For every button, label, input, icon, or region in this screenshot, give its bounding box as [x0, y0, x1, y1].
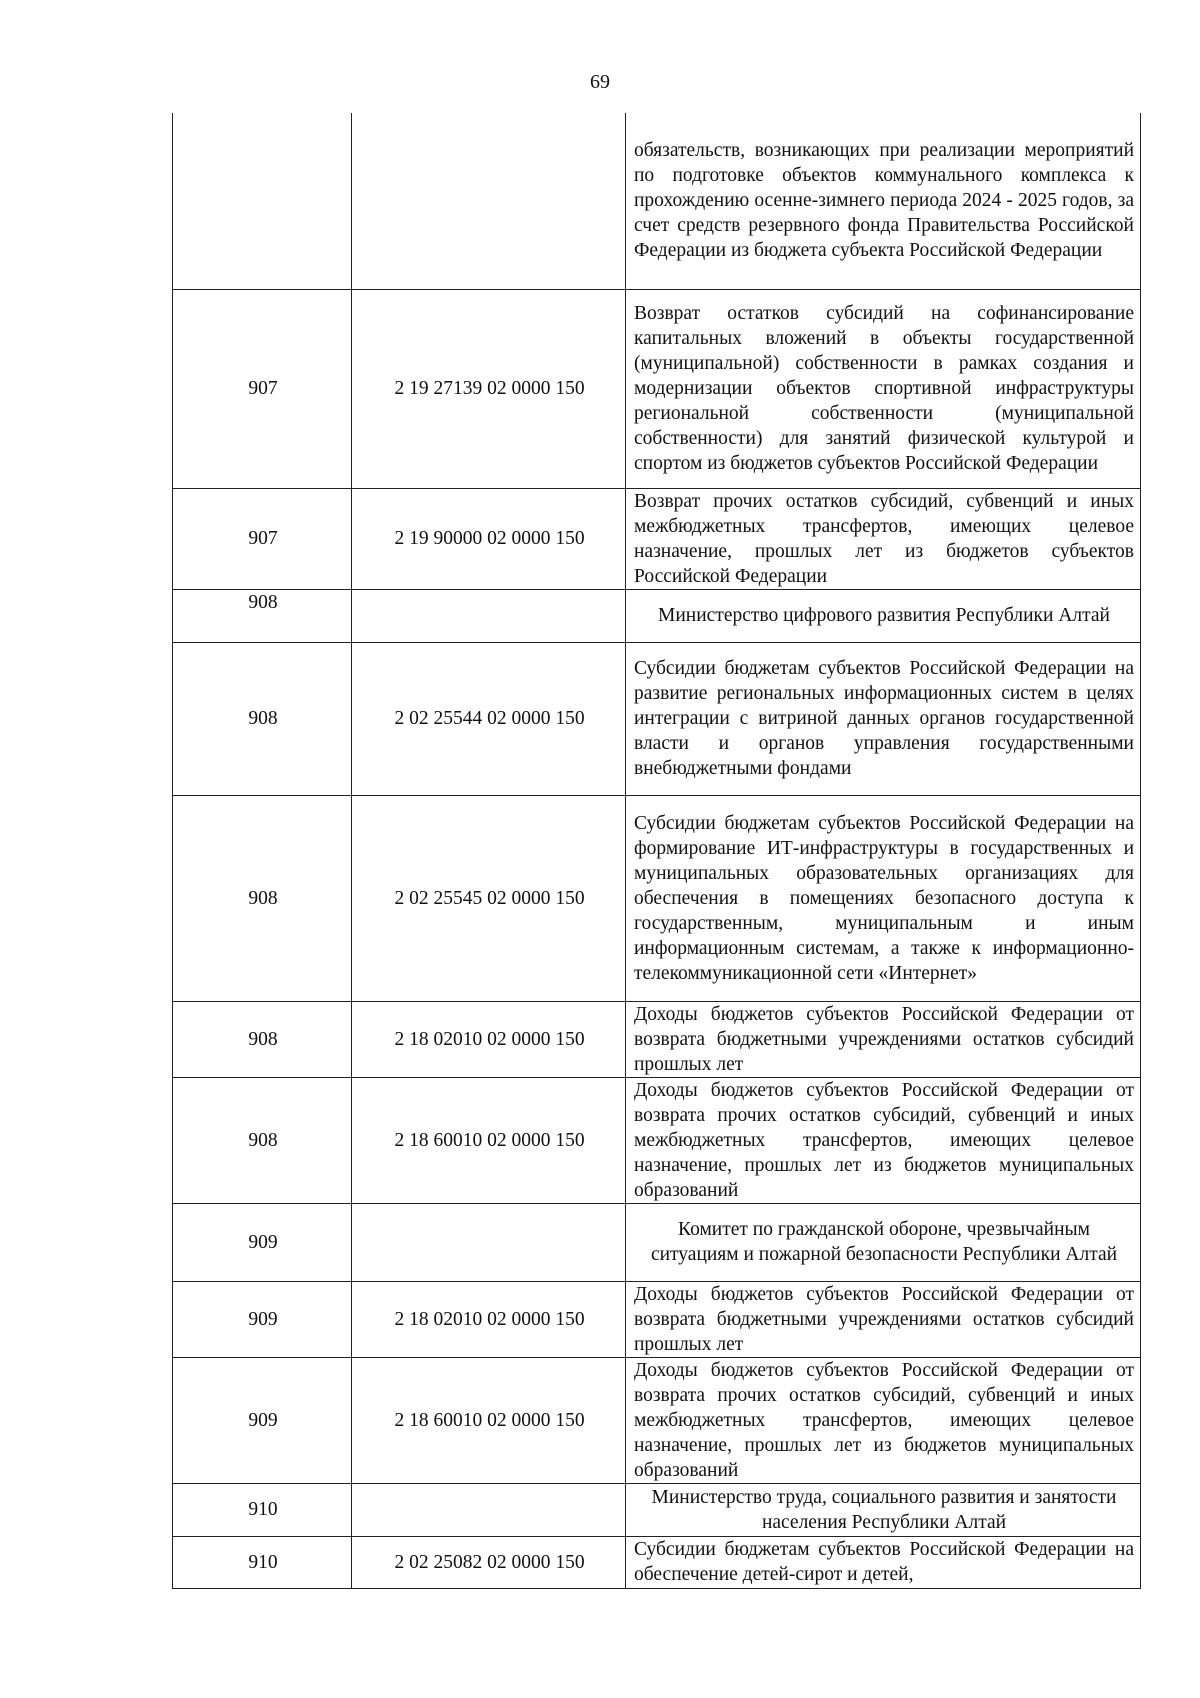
- admin-code-cell: 910: [173, 1536, 352, 1588]
- budget-code-cell: 2 18 60010 02 0000 150: [352, 1357, 626, 1483]
- table-row: [173, 1483, 1141, 1536]
- page-number: 69: [590, 71, 610, 93]
- admin-code-cell: 907: [173, 289, 352, 488]
- description-cell: обязательств, возникающих при реализации мероприятий по подготовке объектов коммунального комплекса к прохождению осенне-зимнего периода 2024 - 2025 годов, за счет средств резервного фонда Правительства Российской Федерации из бюджета субъекта Российской Федерации: [626, 113, 1141, 289]
- admin-code-cell: 907: [173, 488, 352, 589]
- table-row: [173, 795, 1141, 1001]
- budget-code-cell: [352, 589, 626, 642]
- admin-code-cell: 910: [173, 1483, 352, 1536]
- description-cell: Возврат остатков субсидий на софинансирование капитальных вложений в объекты государственной (муниципальной) собственности в рамках создания и модернизации объектов спортивной инфраструктуры региональной собственности (муниципальной собственности) для занятий физической культурой и спортом из бюджетов субъектов Российской Федерации: [626, 289, 1141, 488]
- budget-code-cell: 2 02 25545 02 0000 150: [352, 795, 626, 1001]
- budget-code-cell: 2 18 02010 02 0000 150: [352, 1001, 626, 1077]
- description-cell: Субсидии бюджетам субъектов Российской Федерации на обеспечение детей-сирот и детей,: [626, 1536, 1141, 1588]
- table-row: [173, 488, 1141, 589]
- admin-code-cell: [173, 113, 352, 289]
- table-row: [173, 589, 1141, 642]
- description-cell: Субсидии бюджетам субъектов Российской Федерации на формирование ИТ-инфраструктуры в государственных и муниципальных образовательных организациях для обеспечения в помещениях безопасного доступа к государственным, муниципальным и иным информационным системам, а также к информационно-телекоммуникационной сети «Интернет»: [626, 795, 1141, 1001]
- description-cell: Возврат прочих остатков субсидий, субвенций и иных межбюджетных трансфертов, имеющих целевое назначение, прошлых лет из бюджетов субъектов Российской Федерации: [626, 488, 1141, 589]
- budget-code-cell: [352, 1483, 626, 1536]
- ministry-name-cell: Министерство труда, социального развития и занятости населения Республики Алтай: [626, 1483, 1141, 1536]
- budget-code-cell: [352, 113, 626, 289]
- budget-code-cell: [352, 1203, 626, 1281]
- table-row: [173, 1077, 1141, 1203]
- description-cell: Доходы бюджетов субъектов Российской Федерации от возврата бюджетными учреждениями остатков субсидий прошлых лет: [626, 1001, 1141, 1077]
- admin-code-cell: 908: [173, 642, 352, 795]
- budget-code-cell: 2 19 90000 02 0000 150: [352, 488, 626, 589]
- admin-code-cell: 908: [173, 795, 352, 1001]
- table-row: [173, 1001, 1141, 1077]
- table-row: [173, 289, 1141, 488]
- admin-code-cell: 909: [173, 1357, 352, 1483]
- budget-code-cell: 2 19 27139 02 0000 150: [352, 289, 626, 488]
- budget-code-cell: 2 02 25082 02 0000 150: [352, 1536, 626, 1588]
- description-cell: Субсидии бюджетам субъектов Российской Федерации на развитие региональных информационных систем в целях интеграции с витриной данных органов государственной власти и органов управления государственными внебюджетными фондами: [626, 642, 1141, 795]
- admin-code-cell: 908: [173, 589, 352, 642]
- description-cell: Доходы бюджетов субъектов Российской Федерации от возврата прочих остатков субсидий, субвенций и иных межбюджетных трансфертов, имеющих целевое назначение, прошлых лет из бюджетов муниципальных образований: [626, 1357, 1141, 1483]
- table-row: [173, 642, 1141, 795]
- ministry-name-cell: Комитет по гражданской обороне, чрезвычайным ситуациям и пожарной безопасности Республики Алтай: [626, 1203, 1141, 1281]
- table-row: [173, 1203, 1141, 1281]
- budget-code-cell: 2 02 25544 02 0000 150: [352, 642, 626, 795]
- table-row: [173, 113, 1141, 289]
- admin-code-cell: 908: [173, 1077, 352, 1203]
- description-cell: Доходы бюджетов субъектов Российской Федерации от возврата бюджетными учреждениями остатков субсидий прошлых лет: [626, 1281, 1141, 1357]
- budget-code-cell: 2 18 60010 02 0000 150: [352, 1077, 626, 1203]
- budget-code-cell: 2 18 02010 02 0000 150: [352, 1281, 626, 1357]
- description-cell: Доходы бюджетов субъектов Российской Федерации от возврата прочих остатков субсидий, субвенций и иных межбюджетных трансфертов, имеющих целевое назначение, прошлых лет из бюджетов муниципальных образований: [626, 1077, 1141, 1203]
- admin-code-cell: 909: [173, 1281, 352, 1357]
- table-row: [173, 1536, 1141, 1588]
- budget-classification-table: [172, 113, 1141, 1589]
- ministry-name-cell: Министерство цифрового развития Республики Алтай: [626, 589, 1141, 642]
- admin-code-cell: 909: [173, 1203, 352, 1281]
- table-row: [173, 1357, 1141, 1483]
- table-row: [173, 1281, 1141, 1357]
- admin-code-cell: 908: [173, 1001, 352, 1077]
